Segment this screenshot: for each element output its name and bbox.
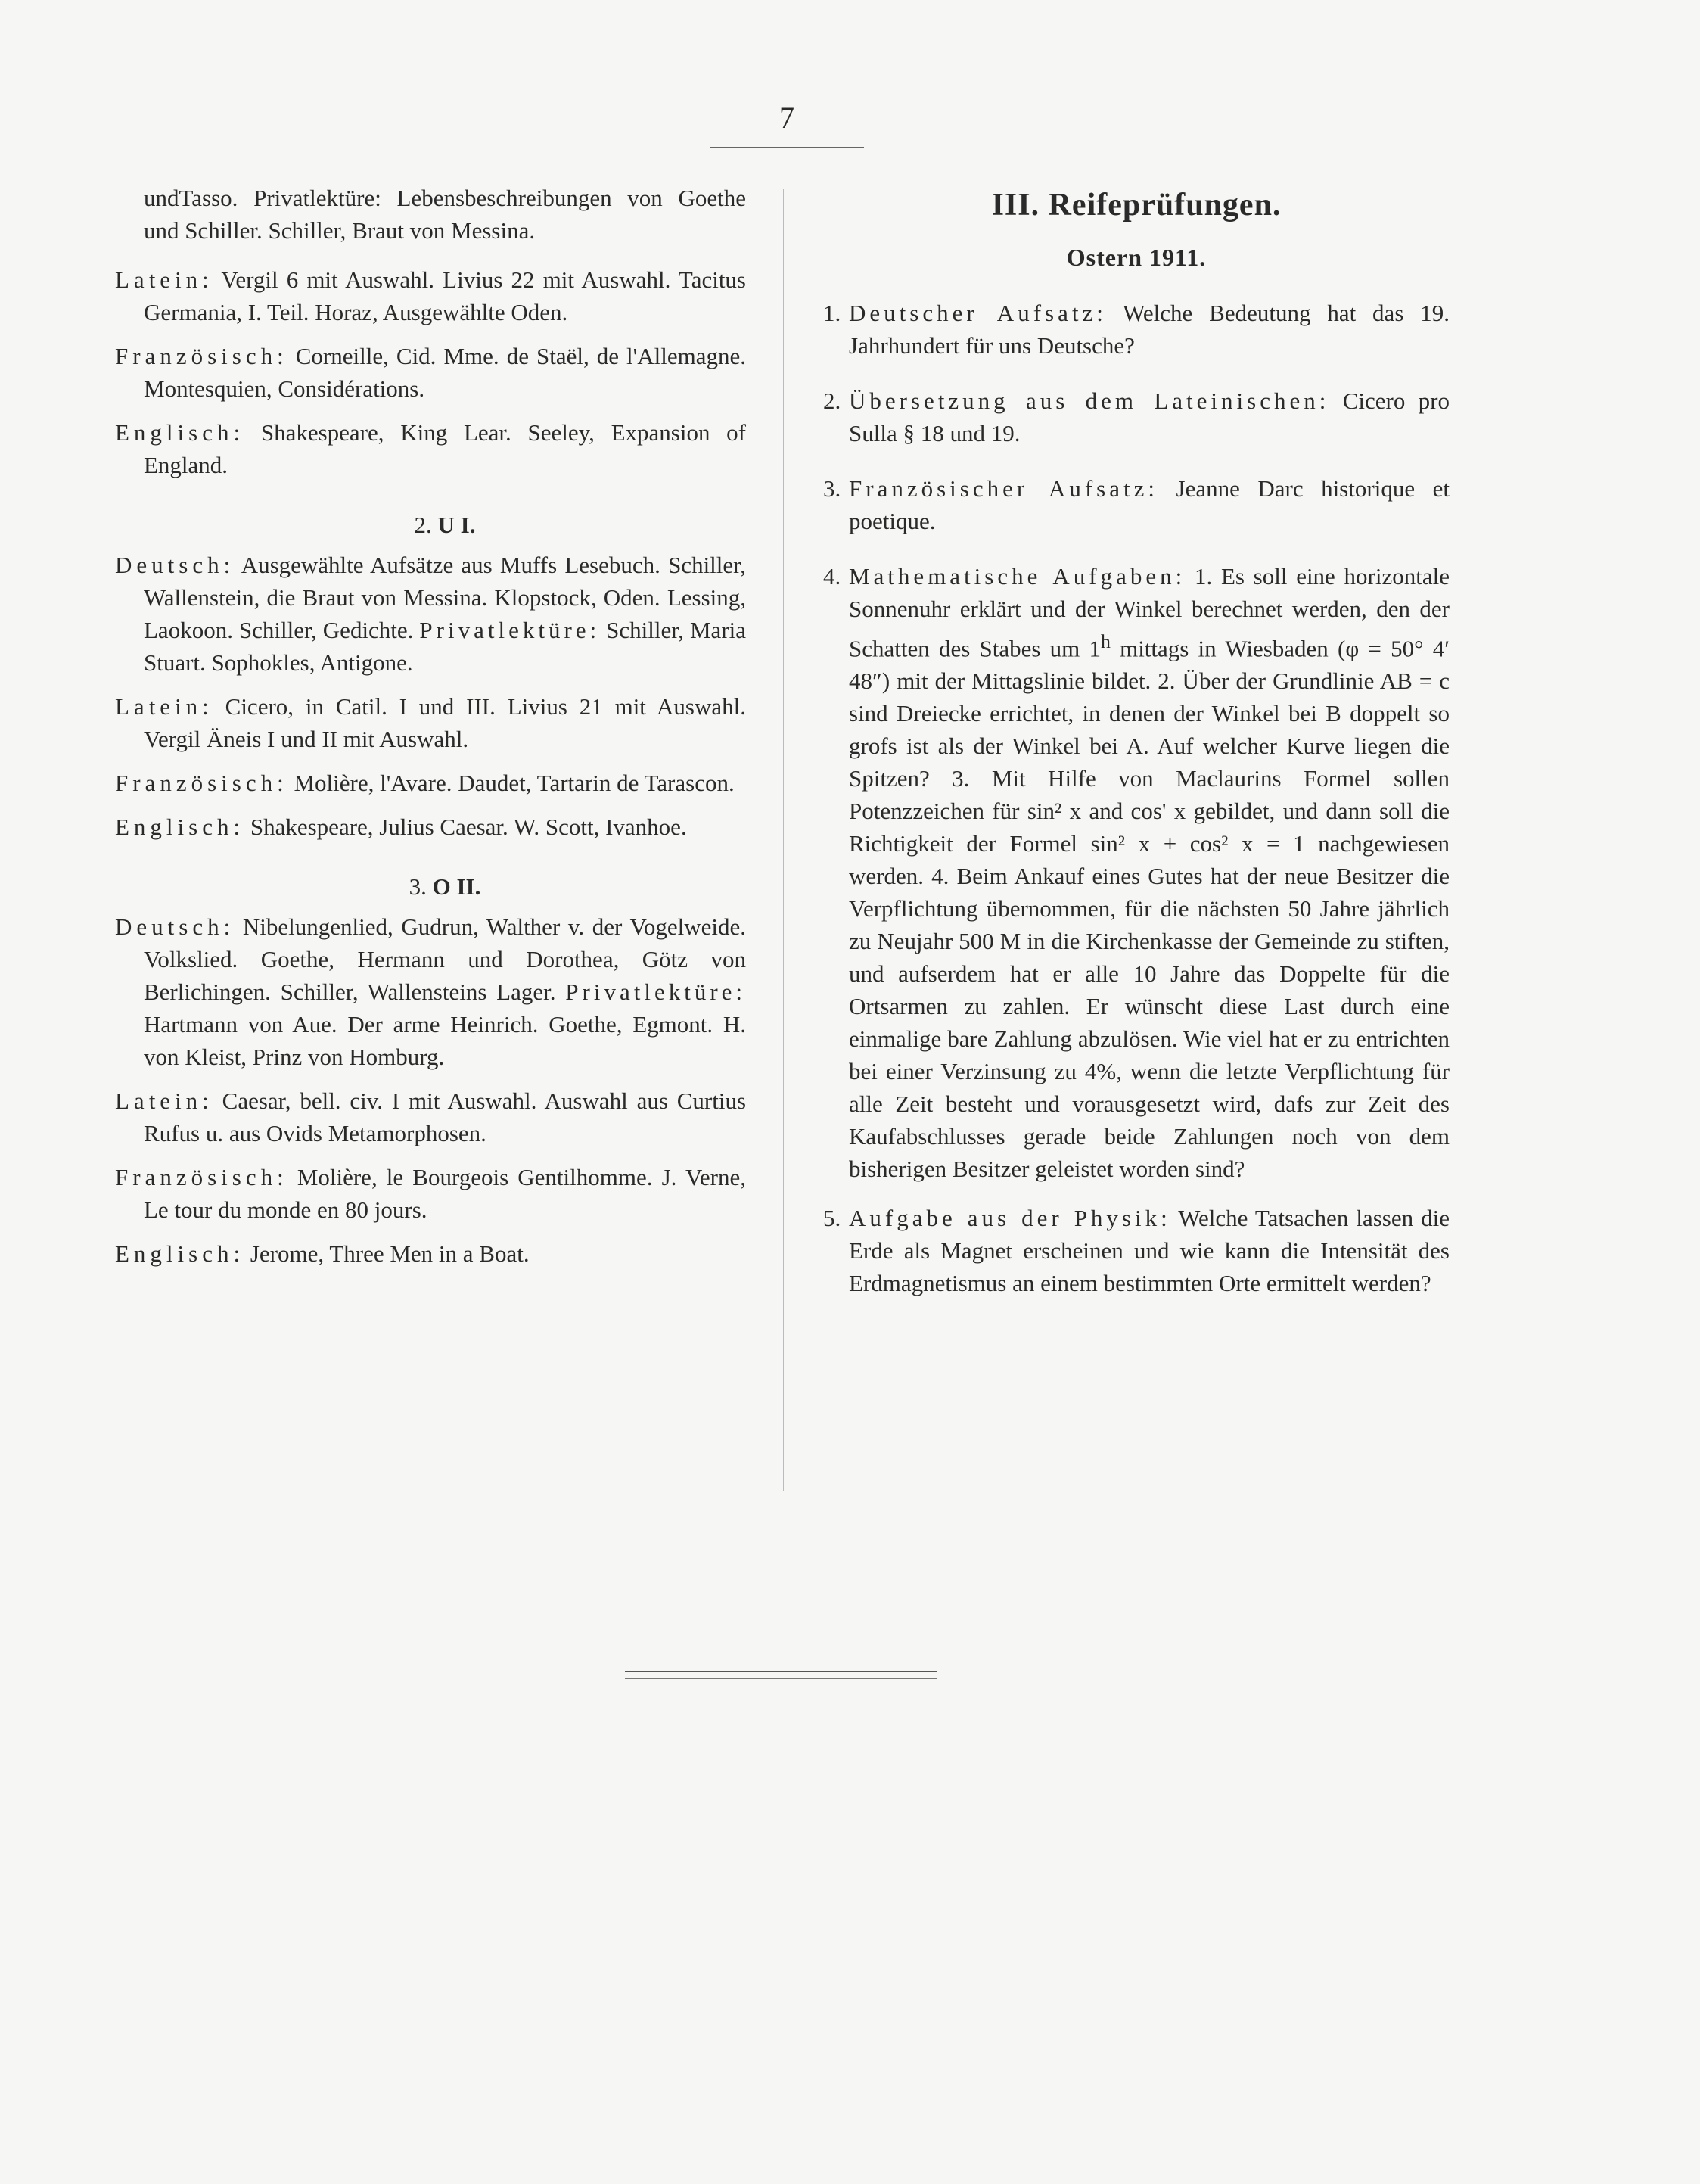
latein-entry: Latein: Vergil 6 mit Auswahl. Livius 22 mit Auswahl. Tacitus Germania, I. Teil. Horaz, Ausgewählte Oden. bbox=[115, 266, 746, 325]
franzoesisch-entry: Französisch: Corneille, Cid. Mme. de Staël, de l'Allemagne. Montesquien, Considérations. bbox=[115, 343, 747, 402]
franzoesisch-entry: Französisch: Molière, le Bourgeois Gentilhomme. J. Verne, Le tour du monde en 80 jours. bbox=[115, 1164, 746, 1223]
deutsch-entry: Deutsch: Ausgewählte Aufsätze aus Muffs Lesebuch. Schiller, Wallenstein, die Braut von Messina. Klopstock, Oden. Lessing, Laokoon. Schiller, Gedichte. Privatlektüre: Schiller, Maria Stuart. Sophokles, Antigone. bbox=[115, 552, 747, 676]
page-number: 7 bbox=[779, 101, 794, 135]
exam-item-4: 4. Mathematische Aufgaben: 1. Es soll eine horizontale Sonnenuhr erklärt und der Winkel berechnet werden, den der Schatten des Stabes um 1$^h$ mittags in Wiesbaden (φ = 50° 4′ 48″) mit der Mittagslinie bildet. 2. Über der Grundlinie AB = c sind Dreiecke errichtet, in denen der Winkel bei B doppelt so grofs ist als der Winkel bei A. Auf welcher Kurve liegen die Spitzen? 3. Mit Hilfe von Maclaurins Formel sollen Potenzzeichen für sin² x and cos' x gebildet, und dann soll die Richtigkeit der Formel sin² x + cos² x = 1 nachgewiesen werden. 4. Beim Ankauf eines Gutes hat der neue Besitzer die Verpflichtung übernommen, für die nächsten 50 Jahre jährlich zu Neujahr 500 M in die Kirchenkasse der Gemeinde zu stiften, und aufserdem hat er alle 10 Jahre das Doppelte für die Ortsarmen zu zahlen. Er wünscht diese Last durch eine einmalige bare Zahlung abzulösen. Wie viel hat er zu entrichten bei einer Verzinsung zu 4%, wenn die letzte Verpflichtung für alle Zeit besteht und vorausgesetzt wird, dafs zur Zeit des Kaufabschlusses gerade beide Zahlungen noch von dem bisherigen Besitzer geleistet worden sind? bbox=[823, 563, 1450, 1183]
exam-item-2: 2. Übersetzung aus dem Lateinischen: Cicero pro Sulla § 18 und 19. bbox=[823, 387, 1450, 446]
englisch-entry: Englisch: Shakespeare, King Lear. Seeley, Expansion of England. bbox=[115, 419, 747, 478]
englisch-entry: Englisch: Shakespeare, Julius Caesar. W. Scott, Ivanhoe. bbox=[115, 814, 687, 840]
left-column bbox=[115, 182, 746, 1281]
deutsch-entry: Deutsch: Nibelungenlied, Gudrun, Walther v. der Vogelweide. Volkslied. Goethe, Hermann und Dorothea, Götz von Berlichingen. Schiller, Wallensteins Lager. Privatlektüre: Hartmann von Aue. Der arme Heinrich. Goethe, Egmont. H. von Kleist, Prinz von Homburg. bbox=[115, 913, 747, 1070]
exam-item-1: 1. Deutscher Aufsatz: Welche Bedeutung hat das 19. Jahrhundert für uns Deutsche? bbox=[823, 300, 1450, 359]
footer-rule bbox=[625, 1671, 937, 1672]
englisch-entry: Englisch: Jerome, Three Men in a Boat. bbox=[115, 1240, 530, 1267]
franzoesisch-entry: Französisch: Molière, l'Avare. Daudet, Tartarin de Tarascon. bbox=[115, 770, 735, 796]
latein-entry: Latein: Cicero, in Catil. I und III. Livius 21 mit Auswahl. Vergil Äneis I und II mit Auswahl. bbox=[115, 693, 746, 752]
right-column bbox=[823, 182, 1450, 1322]
exam-item-5: 5. Aufgabe aus der Physik: Welche Tatsachen lassen die Erde als Magnet erscheinen und wie kann die Intensität des Erdmagnetismus an einem bestimmten Orte ermittelt werden? bbox=[823, 1205, 1450, 1297]
section-heading-reifepruefungen: III. Reifeprüfungen. bbox=[991, 188, 1282, 222]
exam-item-3: 3. Französischer Aufsatz: Jeanne Darc historique et poetique. bbox=[823, 475, 1450, 534]
intro-paragraph: undTasso. Privatlektüre: Lebensbeschreibungen von Goethe und Schiller. Schiller, Braut von Messina. bbox=[144, 185, 746, 244]
latein-entry: Latein: Caesar, bell. civ. I mit Auswahl. Auswahl aus Curtius Rufus u. aus Ovids Metamorphosen. bbox=[115, 1087, 747, 1146]
column-divider bbox=[783, 189, 784, 1491]
header-rule bbox=[710, 147, 864, 148]
section-heading-ui: 2. U I. bbox=[414, 512, 476, 538]
section-heading-oii: 3. O II. bbox=[409, 873, 481, 900]
footer-rule bbox=[625, 1678, 937, 1679]
exam-date-heading: Ostern 1911. bbox=[1066, 244, 1207, 271]
